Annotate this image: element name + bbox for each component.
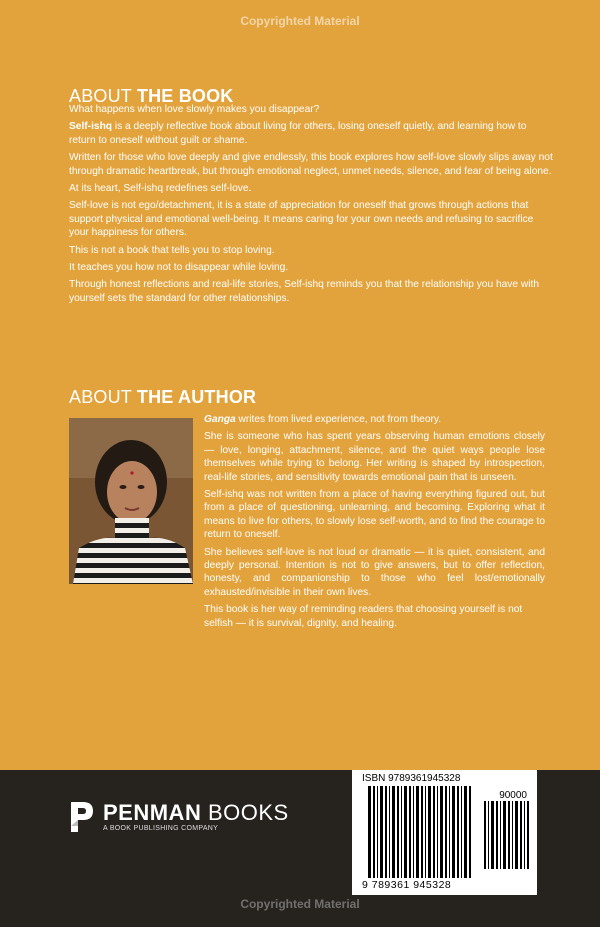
about-author-heading-bold: THE AUTHOR <box>136 387 257 407</box>
price-code: 90000 <box>499 790 527 801</box>
ean-barcode <box>368 786 474 878</box>
author-paragraph-1-text: writes from lived experience, not from theory. <box>235 414 442 425</box>
author-paragraph-3: Self-ishq was not written from a place of having everything figured out, but from a place of questioning, unlearning, and becoming. Exploring what it means to live for others, to slowly lose self-worth, and to find the courage to return to oneself. <box>204 489 545 541</box>
book-intro-question: What happens when love slowly makes you disappear? <box>69 104 320 115</box>
barcode-digits: 9 789361 945328 <box>362 879 452 891</box>
author-paragraph-4: She believes self-love is not loud or dramatic — it is quiet, consistent, and deeply personal. Intention is not to give answers, but to offer reflection, honesty, and companionship to those who feel lost/emotionally exhausted/invisible in their own lives. <box>204 546 545 598</box>
book-paragraph-2: Written for those who love deeply and give endlessly, this book explores how self-love slowly slips away not through dramatic heartbreak, but through emotional neglect, unmet needs, silence, and fear of being alone. <box>69 152 553 177</box>
book-paragraph-3: At its heart, Self-ishq redefines self-love. <box>69 183 252 195</box>
addon-barcode <box>484 801 529 869</box>
about-book-heading-bold: THE BOOK <box>136 86 234 106</box>
book-paragraph-7: Through honest reflections and real-life stories, Self-ishq reminds you that the relationship you have with yourself sets the standard for other relationships. <box>69 279 540 304</box>
about-author-heading <box>69 387 256 408</box>
publisher-name <box>103 800 289 826</box>
book-paragraph-4: Self-love is not ego/detachment, it is a state of appreciation for oneself that grows through actions that support physical and emotional well-being. It means caring for your own needs and refusing to sacrifice your happiness for others. <box>69 200 534 239</box>
about-author-heading-light: ABOUT <box>69 387 132 407</box>
author-name: Ganga <box>204 414 236 425</box>
publisher-name-bold: PENMAN <box>103 800 202 825</box>
publisher-logo <box>69 798 329 838</box>
book-paragraph-5: This is not a book that tells you to stop loving. <box>69 244 275 256</box>
book-paragraph-1 <box>69 120 555 147</box>
about-book-heading-light: ABOUT <box>69 86 132 106</box>
publisher-tagline: A BOOK PUBLISHING COMPANY <box>103 825 219 832</box>
book-paragraph-6: It teaches you how not to disappear while loving. <box>69 262 289 274</box>
watermark-top: Copyrighted Material <box>240 14 360 28</box>
author-paragraph-2: She is someone who has spent years observing human emotions closely — love, longing, attachment, silence, and the quiet ways people lose themselves while trying to belong. Her writing is shaped by introspection, real-life stories, and sensitivity towards emotional pain that is unseen. <box>204 431 545 483</box>
barcode-box <box>352 770 537 895</box>
isbn-label: ISBN 9789361945328 <box>362 773 461 784</box>
about-book-body <box>69 103 555 309</box>
about-author-body <box>69 413 545 634</box>
author-paragraph-5: This book is her way of reminding readers that choosing yourself is not selfish — it is survival, dignity, and healing. <box>204 604 523 629</box>
watermark-bottom: Copyrighted Material <box>240 897 360 911</box>
book-title-word: Self-ishq <box>69 121 113 133</box>
book-paragraph-1-text: is a deeply reflective book about living for others, losing oneself quietly, and learning how to return to oneself without guilt or shame. <box>69 121 527 146</box>
publisher-name-light: BOOKS <box>201 800 289 825</box>
penman-p-icon <box>69 800 95 834</box>
